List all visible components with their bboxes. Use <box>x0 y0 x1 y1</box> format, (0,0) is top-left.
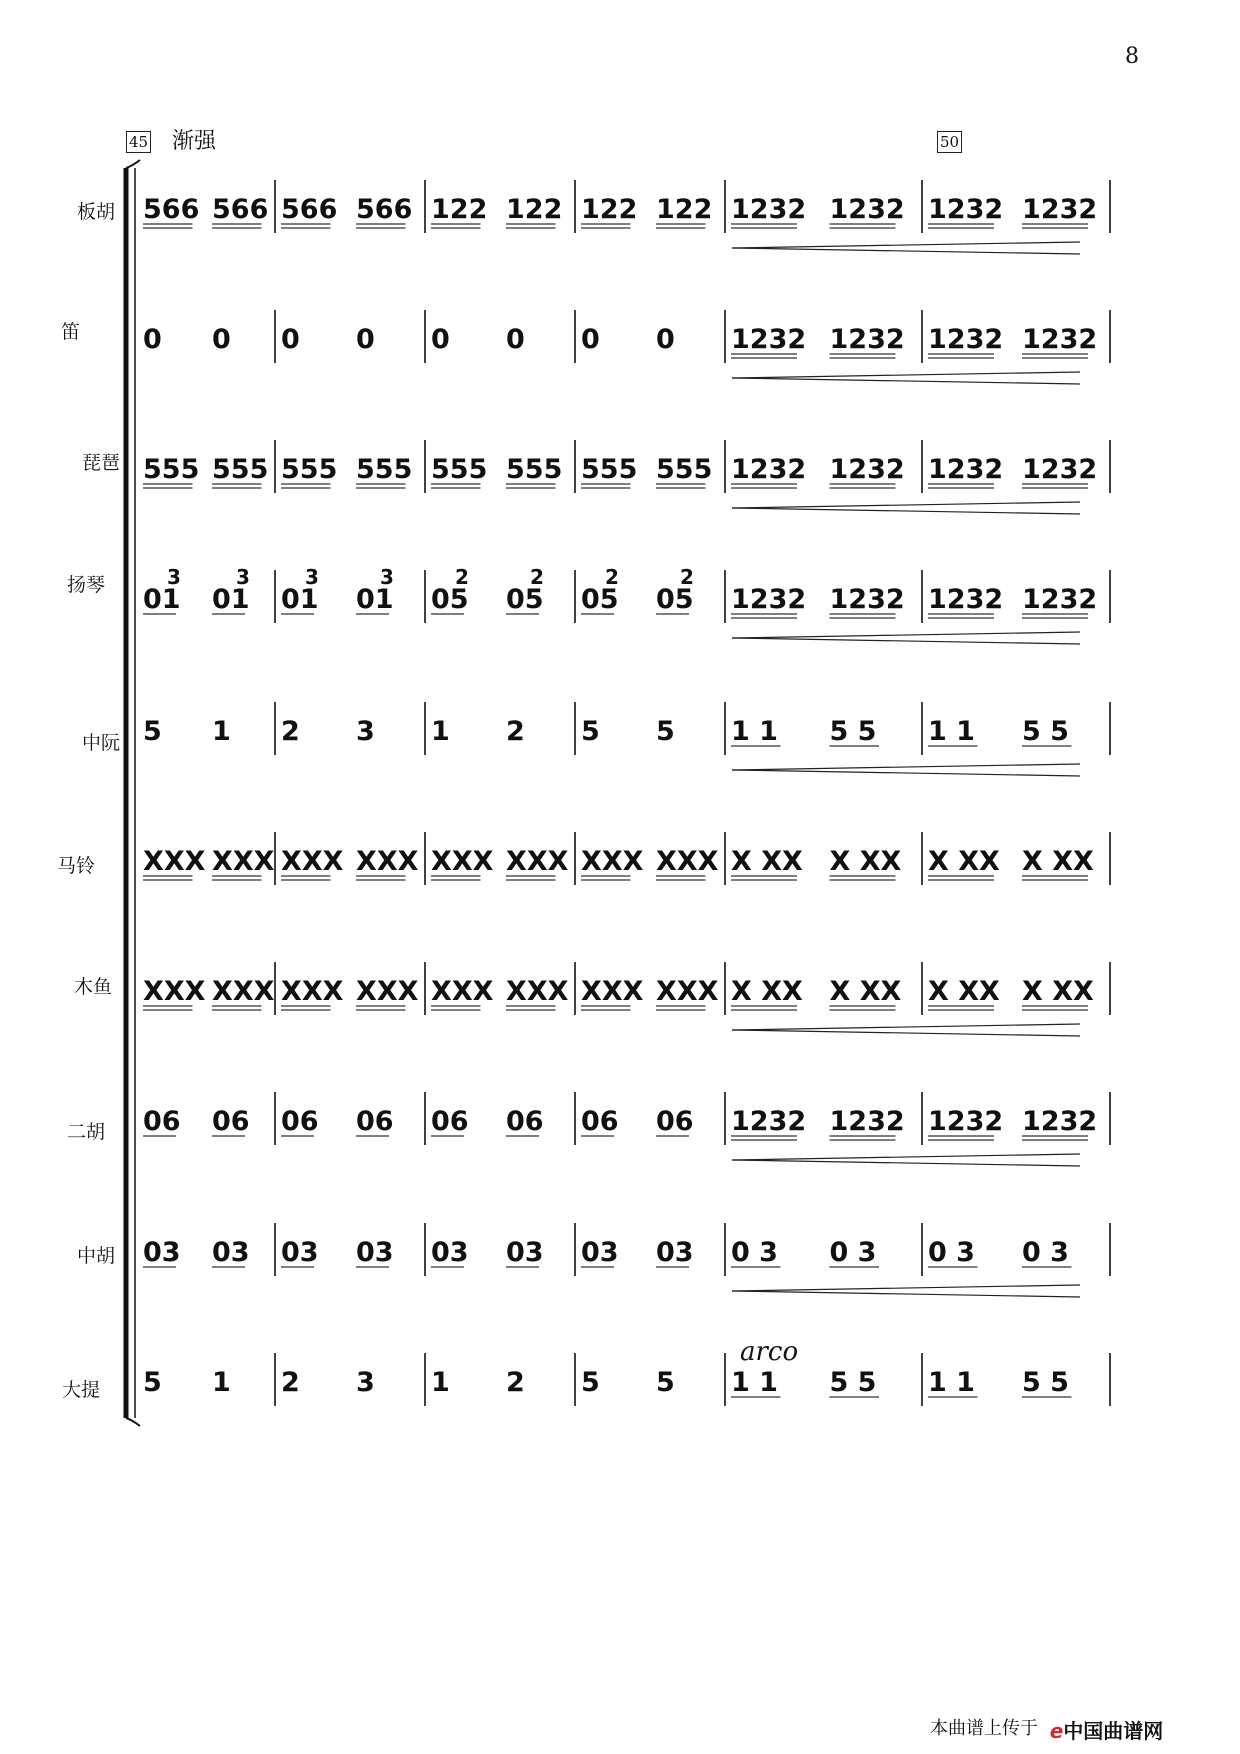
note-group: X XX <box>928 976 1000 1007</box>
note-group: 5 <box>581 716 600 747</box>
note-group: 122 <box>431 194 488 225</box>
note-group: 5 5 <box>1022 716 1069 747</box>
note-group: 566 <box>212 194 269 225</box>
note-group: 1232 <box>1022 1106 1098 1137</box>
note-group: 555 <box>581 454 638 485</box>
chord-upper-note: 2 <box>605 565 619 589</box>
note-group: XXX <box>431 846 494 877</box>
site-logo-mark-icon: e <box>1049 1718 1064 1743</box>
note-group: 5 <box>581 1367 600 1398</box>
note-group: XXX <box>356 846 419 877</box>
note-group: XXX <box>143 846 206 877</box>
note-group: XXX <box>656 846 719 877</box>
note-group: 555 <box>212 454 269 485</box>
rehearsal-mark: 50 <box>937 131 962 153</box>
site-logo[interactable] <box>1050 1715 1164 1744</box>
note-group: 01 <box>281 584 319 615</box>
note-group: 2 <box>281 716 300 747</box>
note-group: XXX <box>506 976 569 1007</box>
note-group: 122 <box>656 194 713 225</box>
crescendo-hairpin <box>732 508 1080 514</box>
note-group: 5 5 <box>829 1367 877 1398</box>
note-group: 1232 <box>829 194 905 225</box>
note-group: XXX <box>581 846 644 877</box>
note-group: 555 <box>143 454 200 485</box>
note-group: 01 <box>356 584 394 615</box>
crescendo-hairpin <box>732 378 1080 384</box>
note-group: X XX <box>731 846 803 877</box>
note-group: 5 5 <box>829 716 877 747</box>
note-group: X XX <box>731 976 803 1007</box>
note-group: 1232 <box>1022 324 1098 355</box>
note-group: 1232 <box>1022 194 1098 225</box>
crescendo-hairpin <box>732 1030 1080 1036</box>
note-group: 1232 <box>731 324 807 355</box>
chord-upper-note: 3 <box>167 565 181 589</box>
dynamic-crescendo-text: 渐强 <box>172 129 217 154</box>
crescendo-hairpin <box>732 1291 1080 1297</box>
instrument-label: 木鱼 <box>73 976 112 998</box>
note-group: XXX <box>356 976 419 1007</box>
note-group: 03 <box>656 1237 694 1268</box>
crescendo-hairpin <box>732 1154 1080 1160</box>
note-group: 0 3 <box>1022 1237 1069 1268</box>
instrument-label: 板胡 <box>76 201 115 223</box>
note-group: 06 <box>212 1106 250 1137</box>
note-group: 555 <box>656 454 713 485</box>
note-group: XXX <box>431 976 494 1007</box>
instrument-label: 琵琶 <box>81 452 120 474</box>
note-group: 1232 <box>928 194 1004 225</box>
instrument-label: 大提 <box>61 1379 100 1401</box>
note-group: 0 <box>656 324 675 355</box>
note-group: 1 <box>431 716 450 747</box>
chord-upper-note: 2 <box>680 565 694 589</box>
note-group: 555 <box>506 454 563 485</box>
note-group: 05 <box>581 584 619 615</box>
note-group: 1232 <box>928 1106 1004 1137</box>
crescendo-hairpin <box>732 764 1080 770</box>
page-number: 8 <box>1125 44 1139 69</box>
note-group: 5 5 <box>1022 1367 1069 1398</box>
note-group: XXX <box>656 976 719 1007</box>
note-group: 03 <box>212 1237 250 1268</box>
note-group: 1 1 <box>731 1367 778 1398</box>
note-group: XXX <box>506 846 569 877</box>
note-group: 06 <box>356 1106 394 1137</box>
crescendo-hairpin <box>732 632 1080 638</box>
note-group: 1232 <box>731 584 807 615</box>
note-group: 2 <box>281 1367 300 1398</box>
note-group: 1232 <box>928 324 1004 355</box>
note-group: 03 <box>143 1237 181 1268</box>
chord-upper-note: 2 <box>455 565 469 589</box>
note-group: 555 <box>281 454 338 485</box>
note-group: 1 1 <box>928 716 975 747</box>
instrument-label: 扬琴 <box>66 574 105 596</box>
note-group: 0 <box>143 324 162 355</box>
note-group: 122 <box>581 194 638 225</box>
note-group: 06 <box>281 1106 319 1137</box>
note-group: 01 <box>212 584 250 615</box>
site-logo-text: 中国曲谱网 <box>1063 1718 1164 1743</box>
note-group: 03 <box>356 1237 394 1268</box>
instrument-label: 马铃 <box>56 855 95 877</box>
note-group: 01 <box>143 584 181 615</box>
rehearsal-mark: 45 <box>126 131 151 153</box>
note-group: 566 <box>356 194 413 225</box>
note-group: XXX <box>281 976 344 1007</box>
crescendo-hairpin <box>732 638 1080 644</box>
note-group: 0 3 <box>928 1237 975 1268</box>
note-group: 0 3 <box>829 1237 877 1268</box>
note-group: 1232 <box>928 454 1004 485</box>
chord-upper-note: 3 <box>236 565 250 589</box>
note-group: 06 <box>581 1106 619 1137</box>
note-group: 1 1 <box>731 716 778 747</box>
instrument-label: 中阮 <box>81 732 120 754</box>
note-group: 0 <box>356 324 375 355</box>
chord-upper-note: 3 <box>305 565 319 589</box>
note-group: 566 <box>143 194 200 225</box>
note-group: 5 <box>656 1367 675 1398</box>
note-group: X XX <box>829 846 902 877</box>
note-group: 1 <box>212 716 231 747</box>
note-group: 3 <box>356 716 375 747</box>
technique-marking: arco <box>740 1337 799 1367</box>
note-group: 05 <box>506 584 544 615</box>
note-group: X XX <box>829 976 902 1007</box>
note-group: 05 <box>431 584 469 615</box>
note-group: 5 <box>143 716 162 747</box>
note-group: X XX <box>928 846 1000 877</box>
note-group: X XX <box>1022 846 1094 877</box>
note-group: 5 <box>656 716 675 747</box>
note-group: 0 <box>581 324 600 355</box>
note-group: 555 <box>356 454 413 485</box>
note-group: 1232 <box>1022 454 1098 485</box>
crescendo-hairpin <box>732 1285 1080 1291</box>
note-group: XXX <box>212 846 275 877</box>
note-group: 06 <box>656 1106 694 1137</box>
footer <box>930 1714 1230 1744</box>
note-group: XXX <box>581 976 644 1007</box>
note-group: 122 <box>506 194 563 225</box>
note-group: 05 <box>656 584 694 615</box>
instrument-label: 二胡 <box>66 1121 105 1143</box>
note-group: 1232 <box>829 454 905 485</box>
note-group: 555 <box>431 454 488 485</box>
note-group: 1232 <box>731 194 807 225</box>
crescendo-hairpin <box>732 1160 1080 1166</box>
crescendo-hairpin <box>732 248 1080 254</box>
note-group: 0 <box>506 324 525 355</box>
note-group: XXX <box>212 976 275 1007</box>
footer-upload-text: 本曲谱上传于 <box>930 1718 1038 1739</box>
crescendo-hairpin <box>732 372 1080 378</box>
note-group: 03 <box>506 1237 544 1268</box>
note-group: X XX <box>1022 976 1094 1007</box>
note-group: 1232 <box>829 584 905 615</box>
note-group: 03 <box>431 1237 469 1268</box>
note-group: XXX <box>281 846 344 877</box>
note-group: 2 <box>506 716 525 747</box>
crescendo-hairpin <box>732 770 1080 776</box>
chord-upper-note: 3 <box>380 565 394 589</box>
note-group: 1 1 <box>928 1367 975 1398</box>
crescendo-hairpin <box>732 1024 1080 1030</box>
chord-upper-note: 2 <box>530 565 544 589</box>
note-group: 0 <box>281 324 300 355</box>
note-group: 0 <box>212 324 231 355</box>
note-group: 03 <box>581 1237 619 1268</box>
instrument-label: 笛 <box>60 321 80 343</box>
crescendo-hairpin <box>732 502 1080 508</box>
system-bracket-bottom-hook <box>126 1418 140 1426</box>
note-group: 03 <box>281 1237 319 1268</box>
note-group: XXX <box>143 976 206 1007</box>
note-group: 06 <box>431 1106 469 1137</box>
crescendo-hairpin <box>732 242 1080 248</box>
note-group: 0 <box>431 324 450 355</box>
note-group: 1232 <box>731 454 807 485</box>
note-group: 1232 <box>829 324 905 355</box>
note-group: 06 <box>506 1106 544 1137</box>
note-group: 0 3 <box>731 1237 778 1268</box>
note-group: 06 <box>143 1106 181 1137</box>
system-bracket-top-hook <box>126 160 140 168</box>
note-group: 1 <box>431 1367 450 1398</box>
note-group: 1232 <box>1022 584 1098 615</box>
note-group: 5 <box>143 1367 162 1398</box>
note-group: 2 <box>506 1367 525 1398</box>
note-group: 1 <box>212 1367 231 1398</box>
note-group: 1232 <box>829 1106 905 1137</box>
note-group: 1232 <box>928 584 1004 615</box>
instrument-label: 中胡 <box>76 1245 115 1267</box>
note-group: 1232 <box>731 1106 807 1137</box>
note-group: 566 <box>281 194 338 225</box>
note-group: 3 <box>356 1367 375 1398</box>
